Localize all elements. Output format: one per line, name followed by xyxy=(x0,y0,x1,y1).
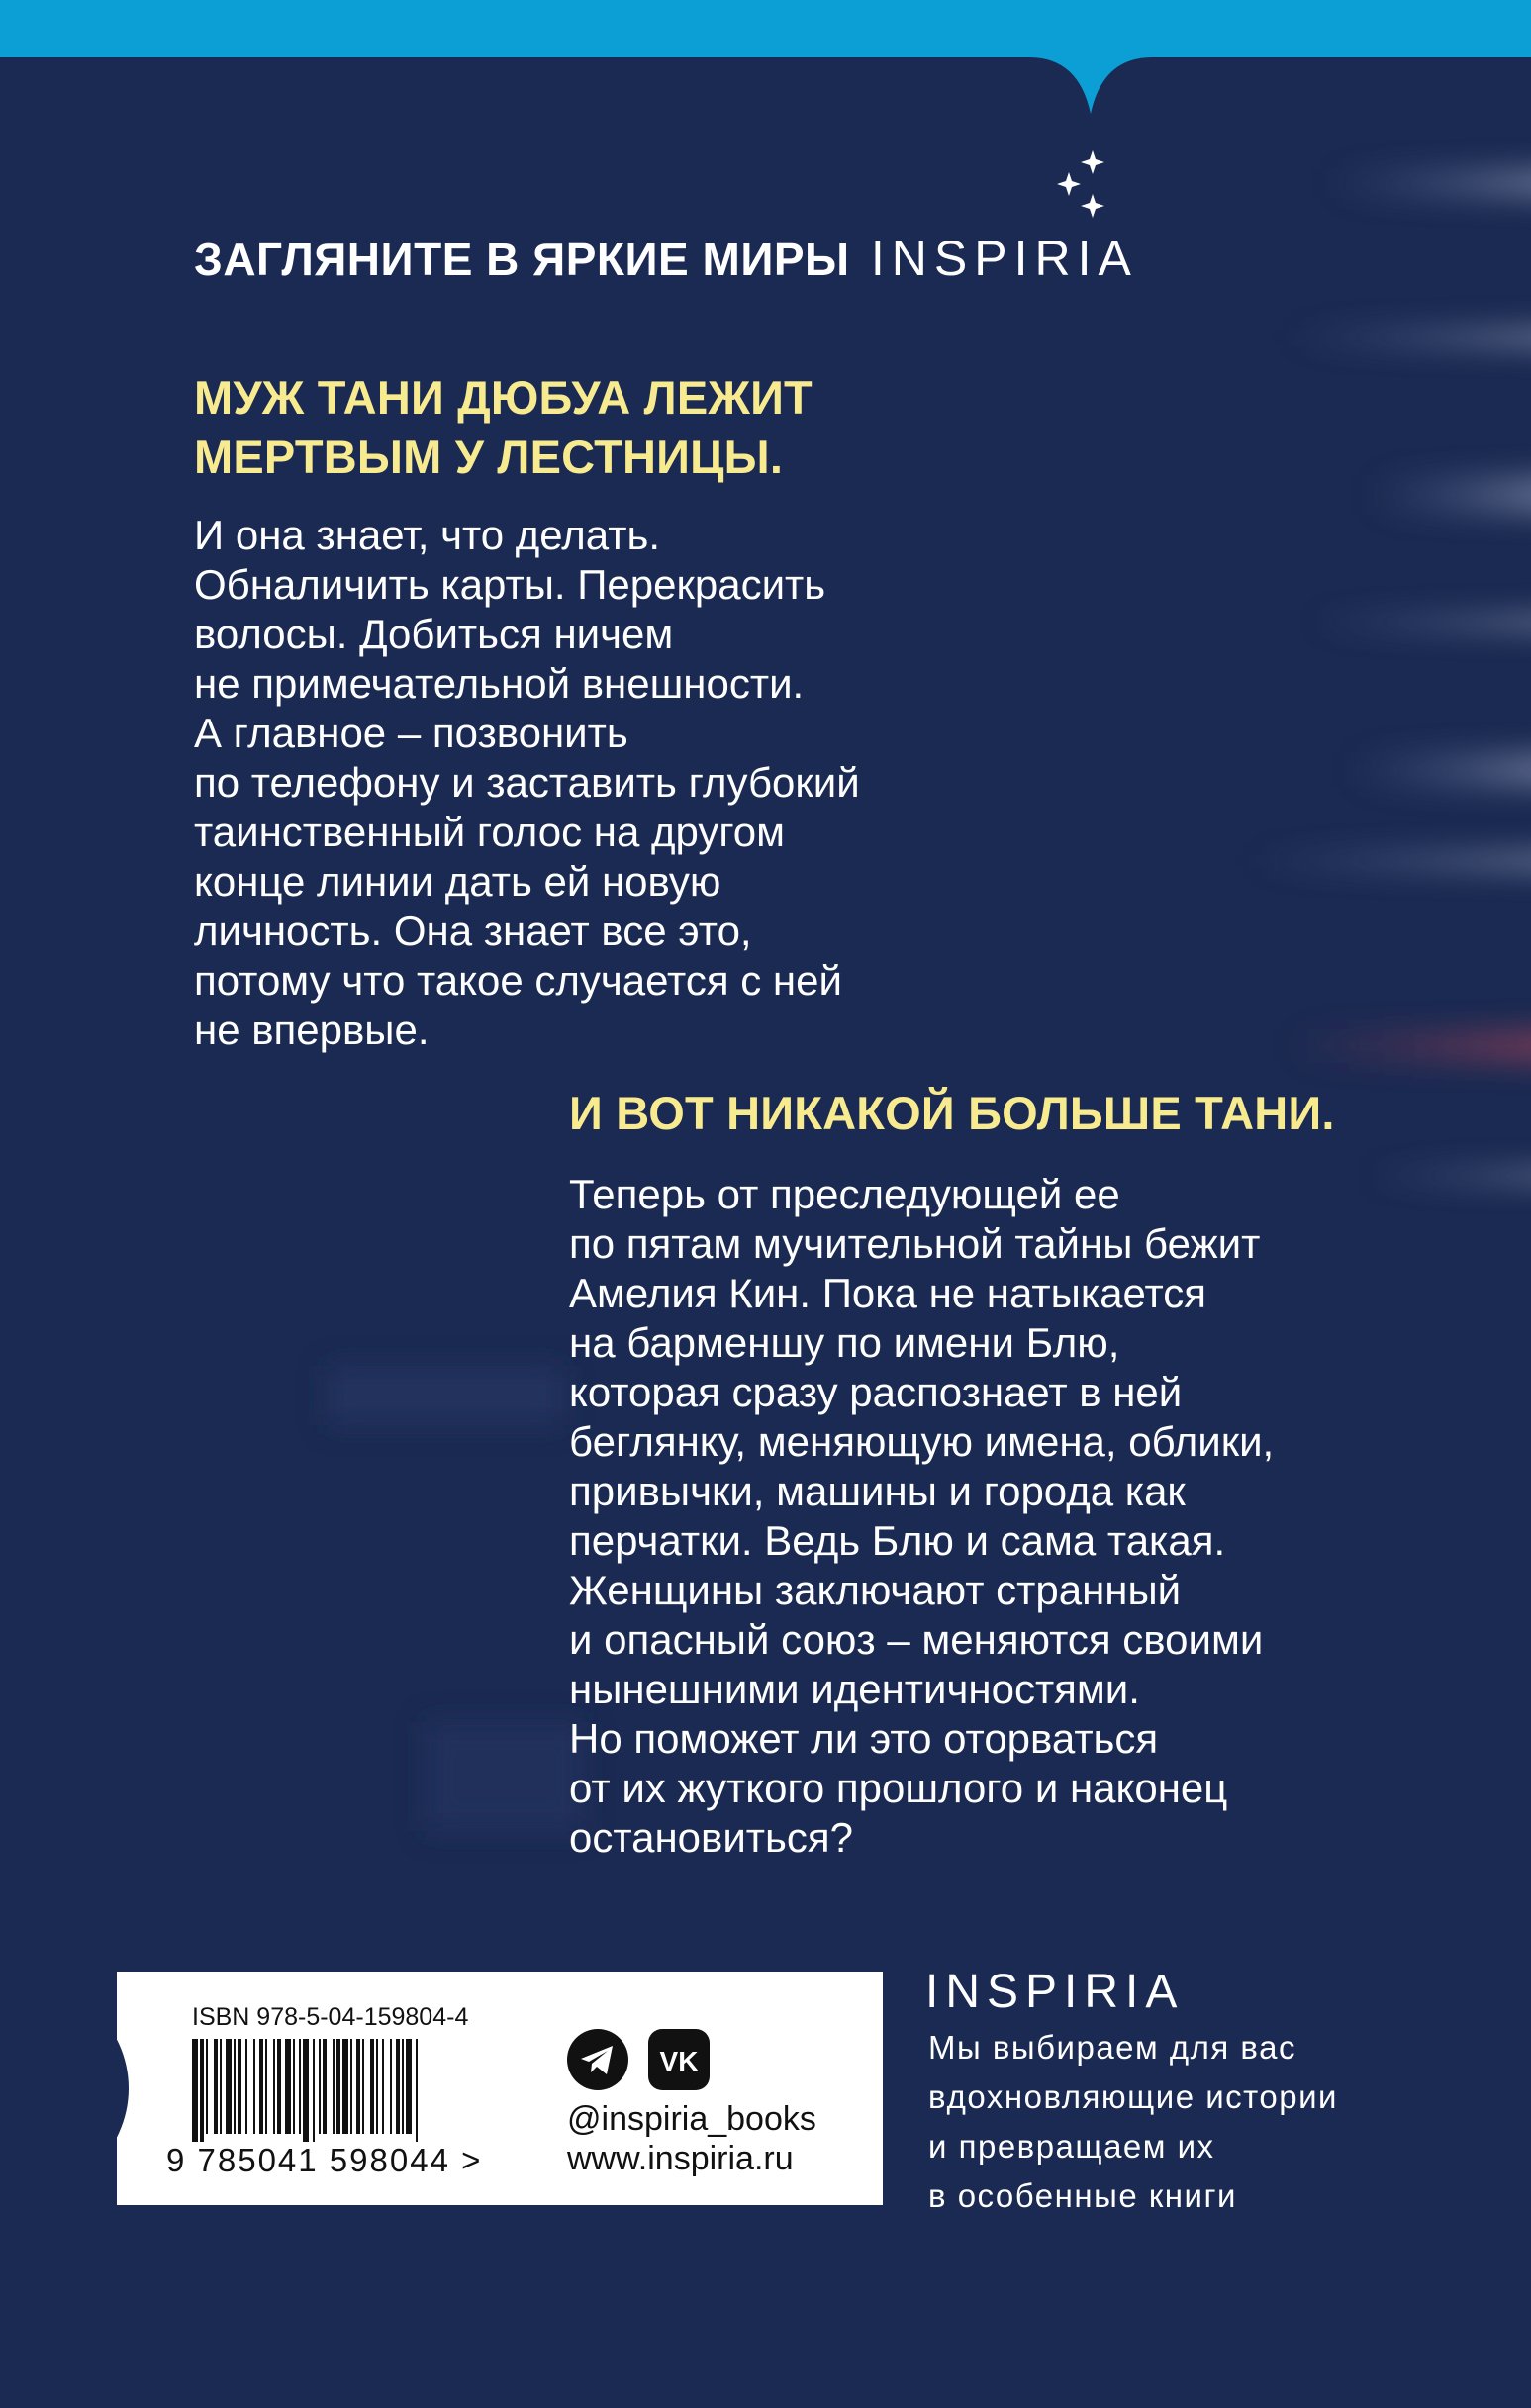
barcode-bar xyxy=(406,2039,412,2134)
text-line: по пятам мучительной тайны бежит xyxy=(569,1220,1261,1267)
text-line: не примечательной внешности. xyxy=(194,660,805,707)
text-line: остановиться? xyxy=(569,1814,854,1861)
barcode-bar xyxy=(226,2039,232,2134)
headline-first-line: МЕРТВЫМ У ЛЕСТНИЦЫ. xyxy=(194,431,784,483)
barcode-bar xyxy=(299,2039,301,2134)
barcode-bar xyxy=(323,2039,327,2134)
vk-icon[interactable] xyxy=(648,2029,710,2090)
text-line: потому что такое случается с ней xyxy=(194,957,842,1004)
barcode-bar xyxy=(370,2039,374,2134)
barcode-bar xyxy=(382,2039,384,2134)
text-line: которая сразу распознает в ней xyxy=(569,1369,1183,1415)
barcode-bar xyxy=(293,2039,295,2134)
vk-icon-label: VK xyxy=(659,2046,699,2076)
barcode-bar xyxy=(303,2039,309,2142)
text-line: перчатки. Ведь Блю и сама такая. xyxy=(569,1517,1226,1564)
barcode-bar xyxy=(396,2039,400,2134)
text-line: и опасный союз – меняются своими xyxy=(569,1616,1264,1663)
isbn-text: ISBN 978-5-04-159804-4 xyxy=(192,2003,469,2031)
text-line: Но поможет ли это оторваться xyxy=(569,1715,1159,1762)
slogan-line: в особенные книги xyxy=(928,2177,1237,2214)
barcode-bar xyxy=(192,2039,198,2142)
barcode-bar xyxy=(376,2039,378,2134)
barcode-bar xyxy=(245,2039,247,2134)
top-bar-notch xyxy=(1029,57,1152,114)
text-line: по телефону и заставить глубокий xyxy=(194,759,860,806)
headline-first-line: МУЖ ТАНИ ДЮБУА ЛЕЖИТ xyxy=(194,371,813,424)
barcode-bar xyxy=(313,2039,315,2142)
text-line: А главное – позвонить xyxy=(194,710,628,756)
slogan-line: вдохновляющие истории xyxy=(928,2078,1338,2115)
headline-first xyxy=(194,368,907,487)
barcode-bar xyxy=(390,2039,392,2134)
text-line: таинственный голос на другом xyxy=(194,809,786,855)
website-link[interactable]: www.inspiria.ru xyxy=(567,2140,794,2177)
publisher-logo: INSPIRIA xyxy=(925,1966,1185,2018)
synopsis-paragraph-2 xyxy=(569,1170,1381,1863)
barcode-bar xyxy=(238,2039,241,2134)
text-line: Обналичить карты. Перекрасить xyxy=(194,561,826,608)
slogan-line: и превращаем их xyxy=(928,2128,1215,2165)
barcode-image xyxy=(188,2039,485,2142)
barcode-bar xyxy=(259,2039,263,2134)
barcode-bar xyxy=(356,2039,360,2134)
barcode-bar xyxy=(402,2039,404,2134)
barcode-bar xyxy=(234,2039,236,2134)
barcode-bar xyxy=(206,2039,208,2134)
text-line: не впервые. xyxy=(194,1007,430,1053)
tagline xyxy=(194,230,1184,287)
text-line: Амелия Кин. Пока не натыкается xyxy=(569,1270,1206,1316)
text-line: на барменшу по имени Блю, xyxy=(569,1319,1120,1366)
barcode-bar xyxy=(220,2039,222,2134)
tagline-text: ЗАГЛЯНИТЕ В ЯРКИЕ МИРЫ xyxy=(194,234,850,285)
barcode-bar xyxy=(200,2039,204,2142)
text-line: личность. Она знает все это, xyxy=(194,908,752,954)
barcode-bar xyxy=(265,2039,267,2134)
barcode-bar xyxy=(333,2039,335,2134)
text-line: И она знает, что делать. xyxy=(194,512,661,558)
text-line: конце линии дать ей новую xyxy=(194,858,721,905)
social-icons xyxy=(567,2029,710,2090)
text-line: Теперь от преследующей ее xyxy=(569,1171,1120,1217)
barcode-bar xyxy=(342,2039,348,2134)
barcode-bar xyxy=(214,2039,218,2134)
publisher-slogan xyxy=(928,2023,1338,2221)
barcode-bar xyxy=(362,2039,364,2134)
text-line: волосы. Добиться ничем xyxy=(194,611,674,657)
slogan-line: Мы выбираем для вас xyxy=(928,2029,1296,2066)
synopsis-paragraph-1 xyxy=(194,511,986,1055)
headline-second: И ВОТ НИКАКОЙ БОЛЬШЕ ТАНИ. xyxy=(569,1087,1335,1139)
barcode-bar xyxy=(277,2039,281,2134)
barcode-bar xyxy=(285,2039,291,2134)
text-line: нынешними идентичностями. xyxy=(569,1666,1140,1712)
telegram-icon[interactable] xyxy=(567,2029,628,2090)
barcode-digits: 9 785041 598044 > xyxy=(166,2142,483,2178)
text-line: Женщины заключают странный xyxy=(569,1567,1182,1613)
barcode-bar xyxy=(336,2039,340,2134)
text-line: привычки, машины и города как xyxy=(569,1468,1186,1514)
tagline-brand: INSPIRIA xyxy=(870,231,1138,286)
social-handle[interactable]: @inspiria_books xyxy=(567,2100,816,2138)
barcode-bar xyxy=(416,2039,418,2142)
barcode-bar xyxy=(350,2039,352,2134)
text-line: от их жуткого прошлого и наконец xyxy=(569,1765,1228,1811)
barcode-bar xyxy=(319,2039,321,2134)
text-line: беглянку, меняющую имена, облики, xyxy=(569,1418,1275,1465)
barcode-bar xyxy=(253,2039,255,2134)
barcode-bar xyxy=(273,2039,275,2134)
sparkle-stars-icon xyxy=(1055,146,1114,226)
